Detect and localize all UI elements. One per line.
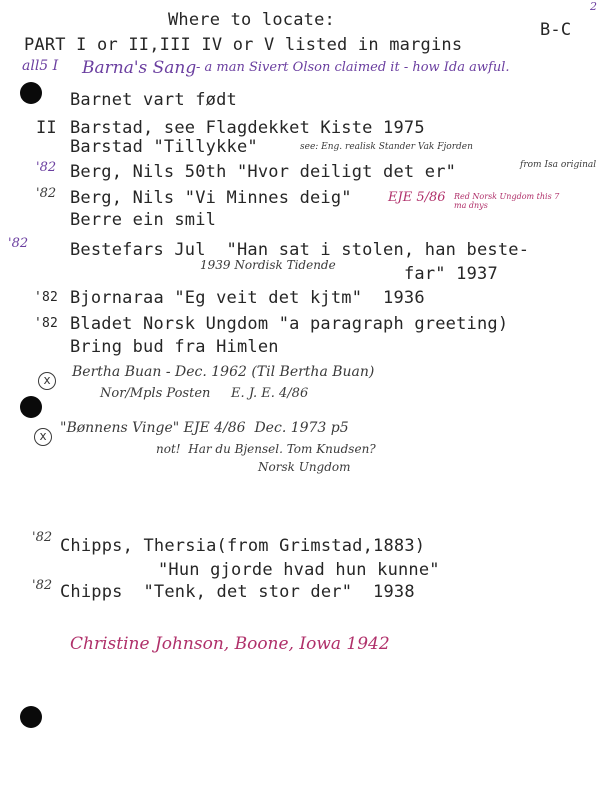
entry-title: Barna's Sang [82, 58, 197, 78]
circle-x-mark: x [34, 428, 52, 446]
entry-title: Barstad, see Flagdekket Kiste 1975 [70, 118, 425, 138]
entry-title: Berg, Nils "Vi Minnes deig" [70, 188, 352, 208]
entry-continuation: far" 1937 [404, 264, 498, 284]
punch-hole-top [20, 82, 42, 104]
entry-title: Bestefars Jul "Han sat i stolen, han beste- [70, 240, 530, 260]
entry-note: 1939 Nordisk Tidende [200, 258, 336, 272]
entry-note: EJE 5/86 [388, 190, 446, 205]
entry-title: Chipps "Tenk, det stor der" 1938 [60, 582, 415, 602]
entry-margin: '82 [32, 578, 53, 593]
entry-margin: '82 [36, 160, 57, 175]
entry-title: Bring bud fra Himlen [70, 337, 279, 357]
entry-margin: '82 [34, 316, 59, 331]
entry-continuation: Norsk Ungdom [258, 460, 351, 474]
entry-title: Bjornaraa "Eg veit det kjtm" 1936 [70, 288, 425, 308]
entry-margin: '82 [34, 290, 59, 305]
entry-margin: all5 I [22, 58, 59, 74]
circle-x-mark: x [38, 372, 56, 390]
page-mark: 2 [590, 0, 597, 13]
entry-title: Bertha Buan - Dec. 1962 (Til Bertha Buan) [72, 364, 375, 380]
entry-continuation: "Hun gjorde hvad hun kunne" [158, 560, 440, 580]
punch-hole-middle [20, 396, 42, 418]
entry-continuation: Nor/Mpls Posten E. J. E. 4/86 [100, 386, 309, 401]
header-title: Where to locate: [168, 10, 335, 30]
entry-margin: '82 [32, 530, 53, 545]
entry-title: Berre ein smil [70, 210, 217, 230]
entry-note: Red Norsk Ungdom this 7 ma dnys [454, 192, 560, 210]
entry-title: Berg, Nils 50th "Hvor deiligt det er" [70, 162, 457, 182]
entry-title: "Bønnens Vinge" EJE 4/86 Dec. 1973 p5 [60, 420, 349, 436]
entry-title: Chipps, Thersia(from Grimstad,1883) [60, 536, 426, 556]
entry-continuation: not! Har du Bjensel. Tom Knudsen? [156, 442, 376, 456]
entry-note: see: Eng. realisk Stander Vak Fjorden [300, 142, 473, 152]
header-code: B-C [540, 20, 572, 40]
entry-title: Barstad "Tillykke" [70, 137, 258, 157]
entry-title: Bladet Norsk Ungdom "a paragraph greeting) [70, 314, 509, 334]
punch-hole-bottom [20, 706, 42, 728]
entry-note: from Isa original [520, 160, 597, 170]
entry-margin: '82 [8, 236, 29, 251]
entry-note: - a man Sivert Olson claimed it - how Ida awful. [196, 60, 510, 75]
footer-handwritten-note: Christine Johnson, Boone, Iowa 1942 [70, 634, 390, 654]
entry-margin: '82 [36, 186, 57, 201]
entry-margin: II [36, 118, 57, 138]
entry-title: Barnet vart født [70, 90, 237, 110]
parts-note: PART I or II,III IV or V listed in margins [24, 35, 463, 55]
